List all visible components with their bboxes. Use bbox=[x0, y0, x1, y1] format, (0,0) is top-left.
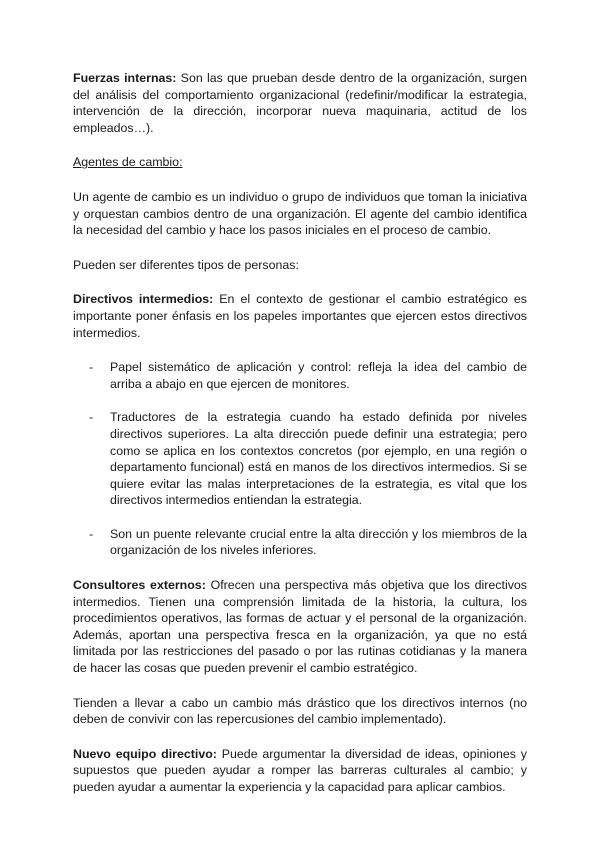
list-item bbox=[73, 409, 527, 509]
heading-agentes-de-cambio: Agentes de cambio: bbox=[73, 155, 183, 170]
paragraph-directivos-intermedios bbox=[73, 291, 527, 341]
text-directivos-intermedios: En el contexto de gestionar el cambio estratégico es importante poner énfasis en los papeles importantes que ejercen estos directivos intermedios. bbox=[73, 292, 527, 340]
list-item-text: Son un puente relevante crucial entre la alta dirección y los miembros de la organización de los niveles inferiores. bbox=[110, 526, 527, 558]
list-item-text: Papel sistemático de aplicación y control: refleja la idea del cambio de arriba a abajo en que ejercen de monitores. bbox=[110, 360, 527, 391]
term-consultores-externos: Consultores externos: bbox=[73, 578, 206, 593]
dash-bullet: - bbox=[89, 360, 94, 375]
directivos-roles-list bbox=[73, 359, 527, 559]
list-item-text: Traductores de la estrategia cuando ha estado definida por niveles directivos superiores. La alta dirección puede definir una estrategia; pero como se aplica en los contextos concretos (por ejemplo, en una región o departamento funcional) está en manos de los directivos intermedios. Si se quiere evitar las malas interpretaciones de la estrategia, es vital que los directivos intermedios entiendan la estrategia. bbox=[110, 410, 527, 508]
paragraph-fuerzas-internas bbox=[73, 70, 527, 136]
document-page bbox=[73, 70, 527, 796]
term-directivos-intermedios: Directivos intermedios: bbox=[73, 292, 214, 307]
paragraph-consultores-externos bbox=[73, 577, 527, 677]
term-nuevo-equipo-directivo: Nuevo equipo directivo: bbox=[73, 746, 217, 761]
text-nuevo-equipo-directivo: Puede argumentar la diversidad de ideas, opiniones y supuestos que pueden ayudar a romper las barreras culturales al cambio; y pueden ayudar a aumentar la experiencia y la capacidad para aplicar cambios. bbox=[73, 746, 527, 794]
paragraph-tipos-de-personas: Pueden ser diferentes tipos de personas: bbox=[73, 257, 299, 272]
dash-bullet: - bbox=[89, 410, 94, 425]
list-item bbox=[73, 526, 527, 559]
term-fuerzas-internas: Fuerzas internas: bbox=[73, 71, 177, 85]
paragraph-agente-definition: Un agente de cambio es un individuo o grupo de individuos que toman la iniciativa y orquestan cambios dentro de una organización. El agente del cambio identifica la necesidad del cambio y hace los pasos iniciales en el proceso de cambio. bbox=[73, 189, 527, 238]
list-item bbox=[73, 359, 527, 392]
paragraph-nuevo-equipo-directivo bbox=[73, 746, 527, 796]
text-consultores-externos: Ofrecen una perspectiva más objetiva que los directivos intermedios. Tienen una comprensión limitada de la historia, la cultura, los procedimientos operativos, las formas de actuar y el personal de la organización. Además, aportan una perspectiva fresca en la organización, ya que no está limitada por las restricciones del pasado o por las rutinas cotidianas y la manera de hacer las cosas que pueden prevenir el cambio estratégico. bbox=[73, 578, 527, 676]
dash-bullet: - bbox=[89, 526, 94, 541]
paragraph-tienden: Tienden a llevar a cabo un cambio más drástico que los directivos internos (no deben de convivir con las repercusiones del cambio implementado). bbox=[73, 695, 527, 727]
text-fuerzas-internas: Son las que prueban desde dentro de la organización, surgen del análisis del comportamiento organizacional (redefinir/modificar la estrategia, intervención de la dirección, incorporar nueva maquinaria, actitud de los empleados…). bbox=[73, 71, 527, 135]
